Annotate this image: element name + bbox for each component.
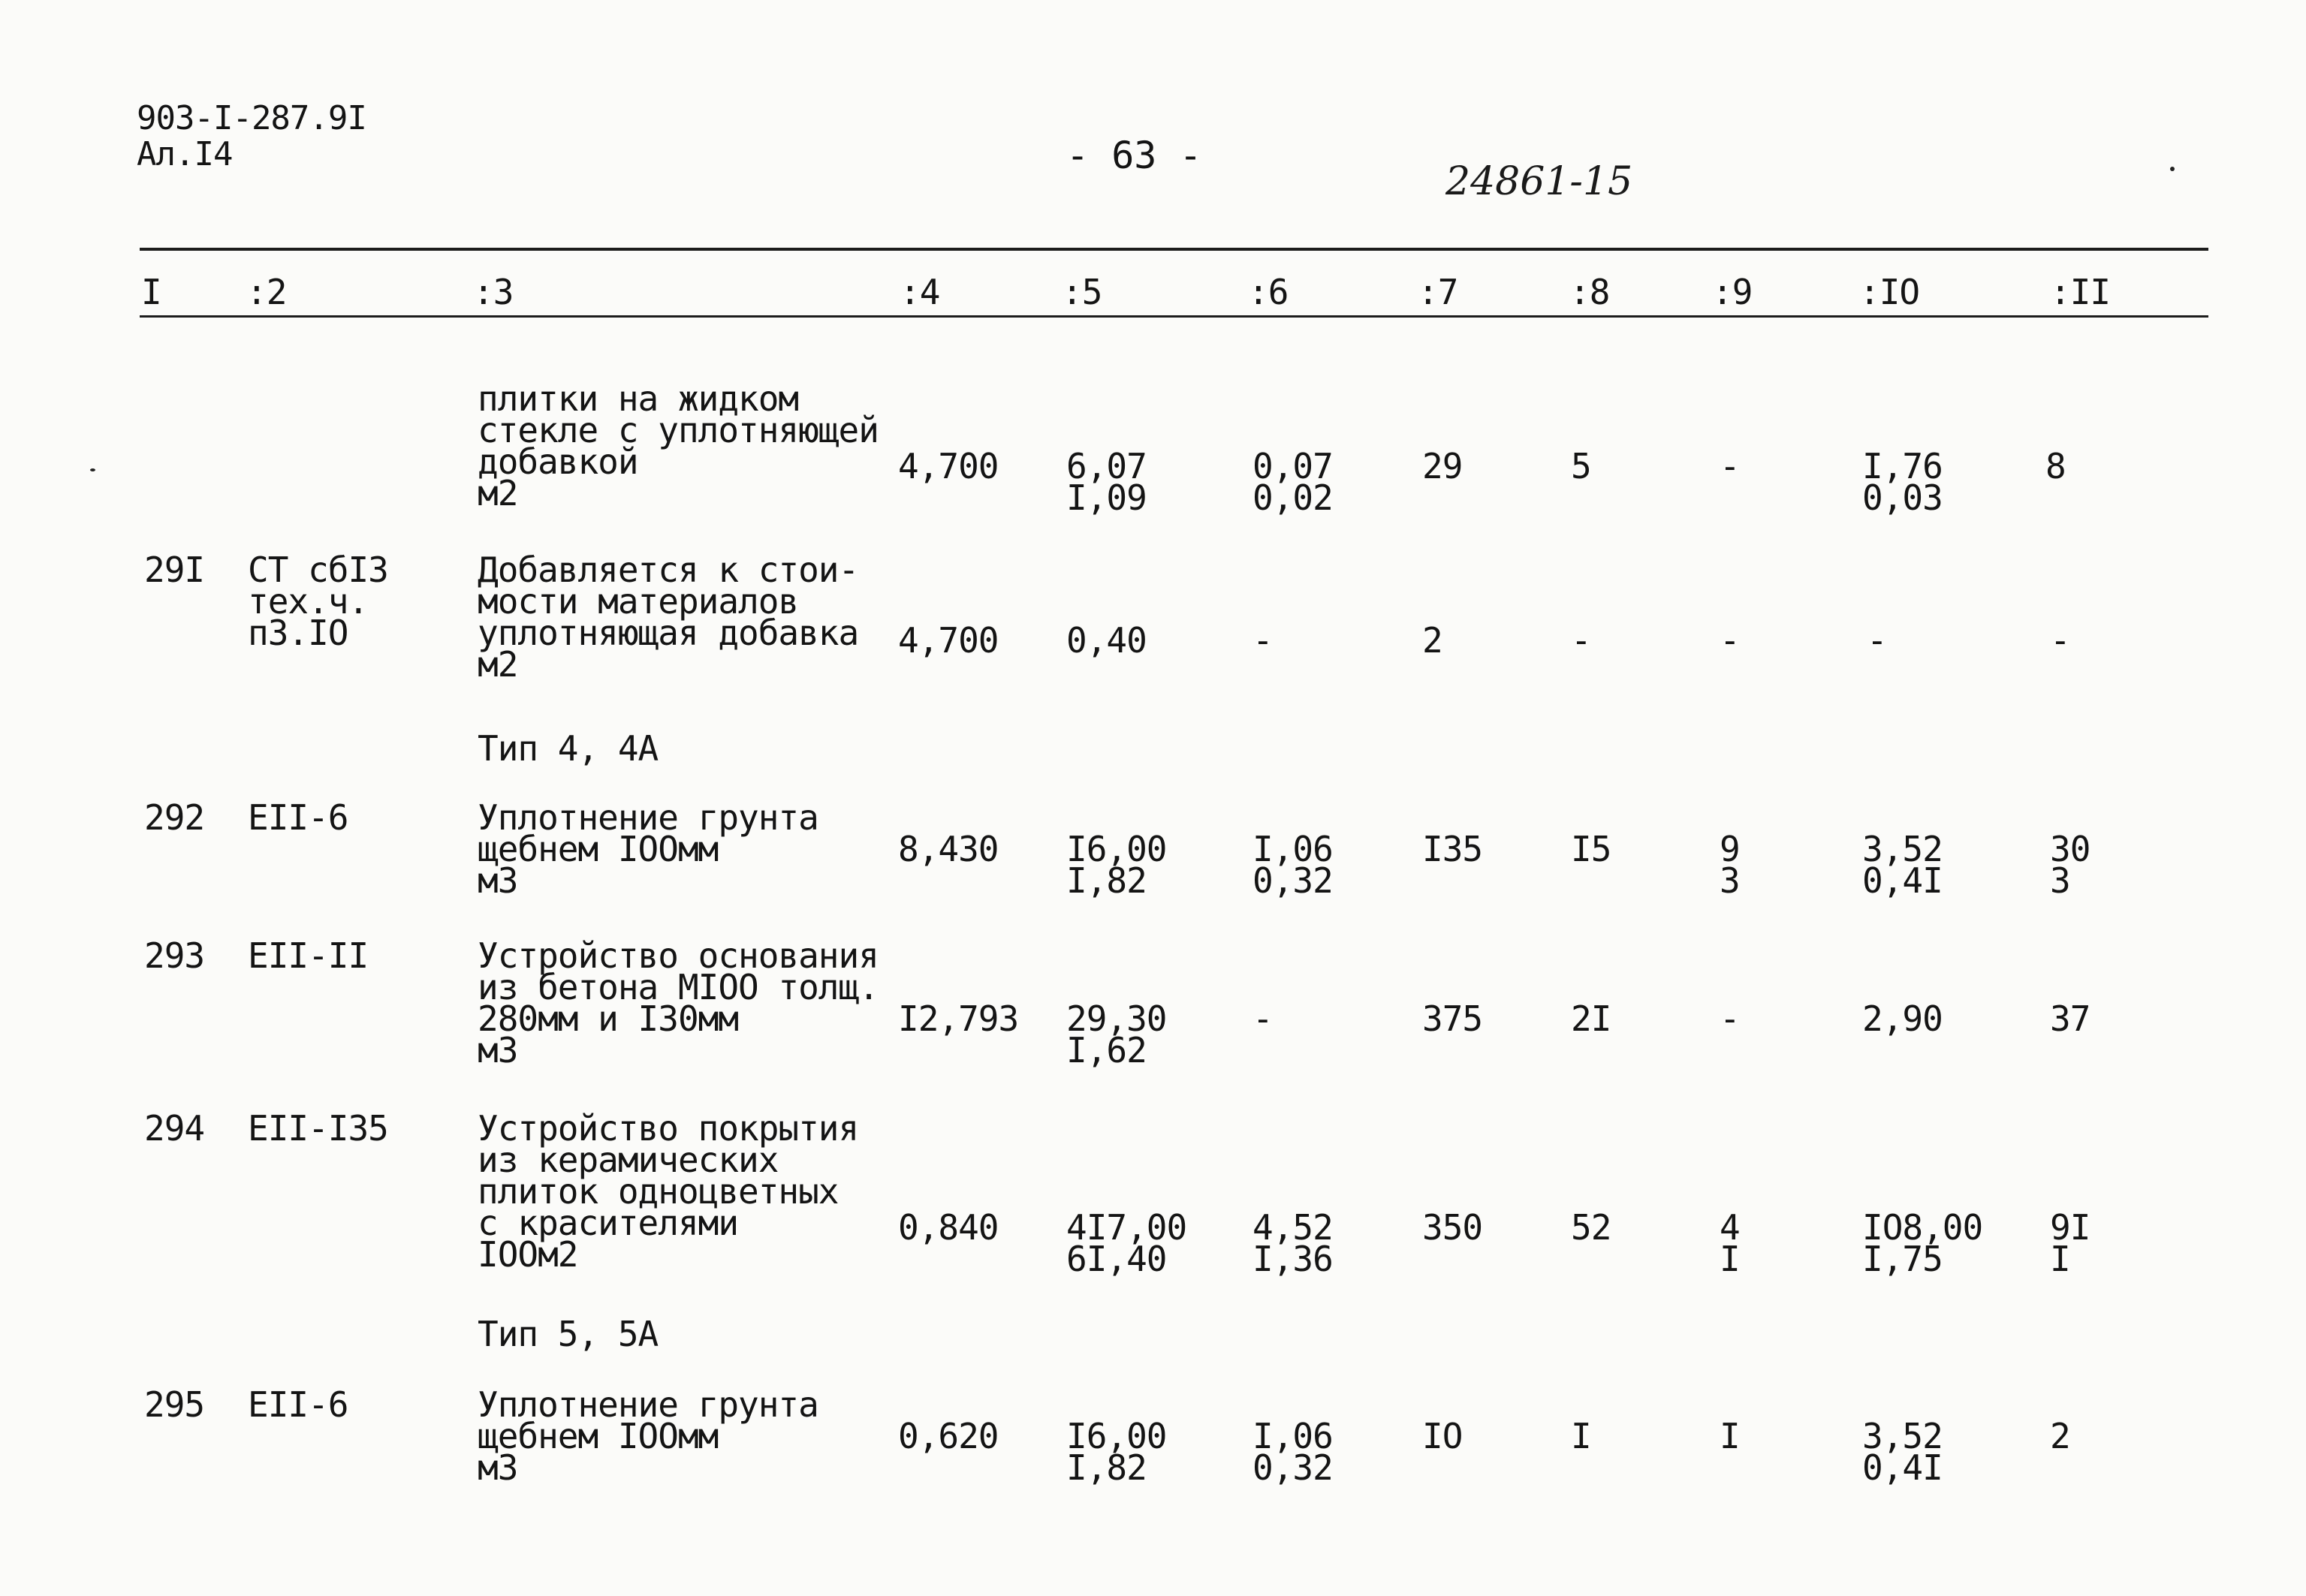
- column-header-2: :2: [246, 272, 287, 312]
- total-cost: 29: [1422, 446, 1463, 486]
- work-description: плитки на жидком стекле с уплотняющей добавкой м2: [478, 378, 879, 513]
- rate-code: СТ сбI3 тех.ч. п3.IО: [248, 550, 388, 653]
- machine-wages: -: [1720, 998, 1740, 1039]
- rate-code: EII-I35: [248, 1108, 388, 1149]
- page-number: - 63 -: [1066, 134, 1202, 177]
- labor-total: 2: [2050, 1416, 2070, 1456]
- scan-speck: [90, 468, 95, 471]
- quantity: I2,793: [898, 998, 1019, 1039]
- work-description: Уплотнение грунта щебнем IOОмм м3: [478, 1384, 818, 1488]
- column-header-4: :4: [900, 272, 940, 312]
- work-description: Устройство покрытия из керамических плиток одноцветных с красителями IOOм2: [478, 1108, 859, 1275]
- inventory-stamp: 24861-15: [1445, 159, 1633, 204]
- unit-cost: I6,00 I,82: [1066, 829, 1167, 901]
- column-header-10: :IO: [1859, 272, 1920, 312]
- wages: 2I: [1571, 998, 1611, 1039]
- unit-cost: 4I7,00 6I,40: [1066, 1207, 1187, 1279]
- machine-cost: 4,52 I,36: [1252, 1207, 1333, 1279]
- header-bottom-rule: [140, 315, 2208, 318]
- labor-unit: I,76 0,03: [1862, 446, 1943, 518]
- unit-cost: 6,07 I,09: [1066, 446, 1147, 518]
- wages: -: [1571, 620, 1591, 661]
- machine-cost: -: [1252, 998, 1273, 1039]
- unit-cost: 29,30 I,62: [1066, 998, 1167, 1071]
- unit-cost: I6,00 I,82: [1066, 1416, 1167, 1488]
- row-number: 294: [144, 1108, 205, 1149]
- section-heading: Тип 4, 4А: [478, 728, 659, 769]
- machine-wages: I: [1720, 1416, 1740, 1456]
- document-code: 903-I-287.9I: [137, 99, 366, 137]
- column-header-9: :9: [1712, 272, 1753, 312]
- machine-cost: I,06 0,32: [1252, 1416, 1333, 1488]
- machine-wages: -: [1720, 620, 1740, 661]
- wages: 5: [1571, 446, 1591, 486]
- column-header-11: :II: [2050, 272, 2111, 312]
- row-number: 293: [144, 935, 205, 976]
- total-cost: 2: [1422, 620, 1442, 661]
- machine-wages: 9 3: [1720, 829, 1740, 901]
- labor-total: -: [2050, 620, 2070, 661]
- column-header-7: :7: [1418, 272, 1458, 312]
- ink-dot: [2170, 167, 2175, 171]
- header-top-rule: [140, 248, 2208, 251]
- wages: 52: [1571, 1207, 1611, 1248]
- labor-unit: 3,52 0,4I: [1862, 829, 1943, 901]
- wages: I: [1571, 1416, 1591, 1456]
- labor-unit: -: [1867, 620, 1887, 661]
- column-header-5: :5: [1062, 272, 1102, 312]
- row-number: 292: [144, 797, 205, 838]
- labor-total: 37: [2050, 998, 2090, 1039]
- column-header-3: :3: [473, 272, 514, 312]
- column-header-1: I: [141, 272, 161, 312]
- row-number: 295: [144, 1384, 205, 1425]
- row-number: 29I: [144, 550, 205, 590]
- work-description: Добавляется к стои- мости материалов уплотняющая добавка м2: [478, 550, 859, 685]
- labor-total: 9I I: [2050, 1207, 2090, 1279]
- machine-cost: -: [1252, 620, 1273, 661]
- quantity: 0,620: [898, 1416, 999, 1456]
- unit-cost: 0,40: [1066, 620, 1147, 661]
- total-cost: IO: [1422, 1416, 1463, 1456]
- machine-cost: 0,07 0,02: [1252, 446, 1333, 518]
- album-number: Ал.I4: [137, 135, 233, 173]
- wages: I5: [1571, 829, 1611, 869]
- labor-unit: 2,90: [1862, 998, 1943, 1039]
- labor-unit: IO8,00 I,75: [1862, 1207, 1983, 1279]
- rate-code: EII-II: [248, 935, 369, 976]
- quantity: 8,430: [898, 829, 999, 869]
- quantity: 4,700: [898, 620, 999, 661]
- section-heading: Тип 5, 5А: [478, 1314, 659, 1354]
- rate-code: EII-6: [248, 797, 348, 838]
- column-header-6: :6: [1248, 272, 1289, 312]
- rate-code: EII-6: [248, 1384, 348, 1425]
- total-cost: I35: [1422, 829, 1483, 869]
- labor-total: 8: [2045, 446, 2066, 486]
- labor-total: 30 3: [2050, 829, 2090, 901]
- machine-cost: I,06 0,32: [1252, 829, 1333, 901]
- labor-unit: 3,52 0,4I: [1862, 1416, 1943, 1488]
- machine-wages: 4 I: [1720, 1207, 1740, 1279]
- total-cost: 375: [1422, 998, 1483, 1039]
- machine-wages: -: [1720, 446, 1740, 486]
- quantity: 0,840: [898, 1207, 999, 1248]
- column-header-8: :8: [1569, 272, 1610, 312]
- total-cost: 350: [1422, 1207, 1483, 1248]
- work-description: Устройство основания из бетона MIOO толщ. 280мм и I30мм м3: [478, 935, 879, 1071]
- quantity: 4,700: [898, 446, 999, 486]
- work-description: Уплотнение грунта щебнем IOОмм м3: [478, 797, 818, 901]
